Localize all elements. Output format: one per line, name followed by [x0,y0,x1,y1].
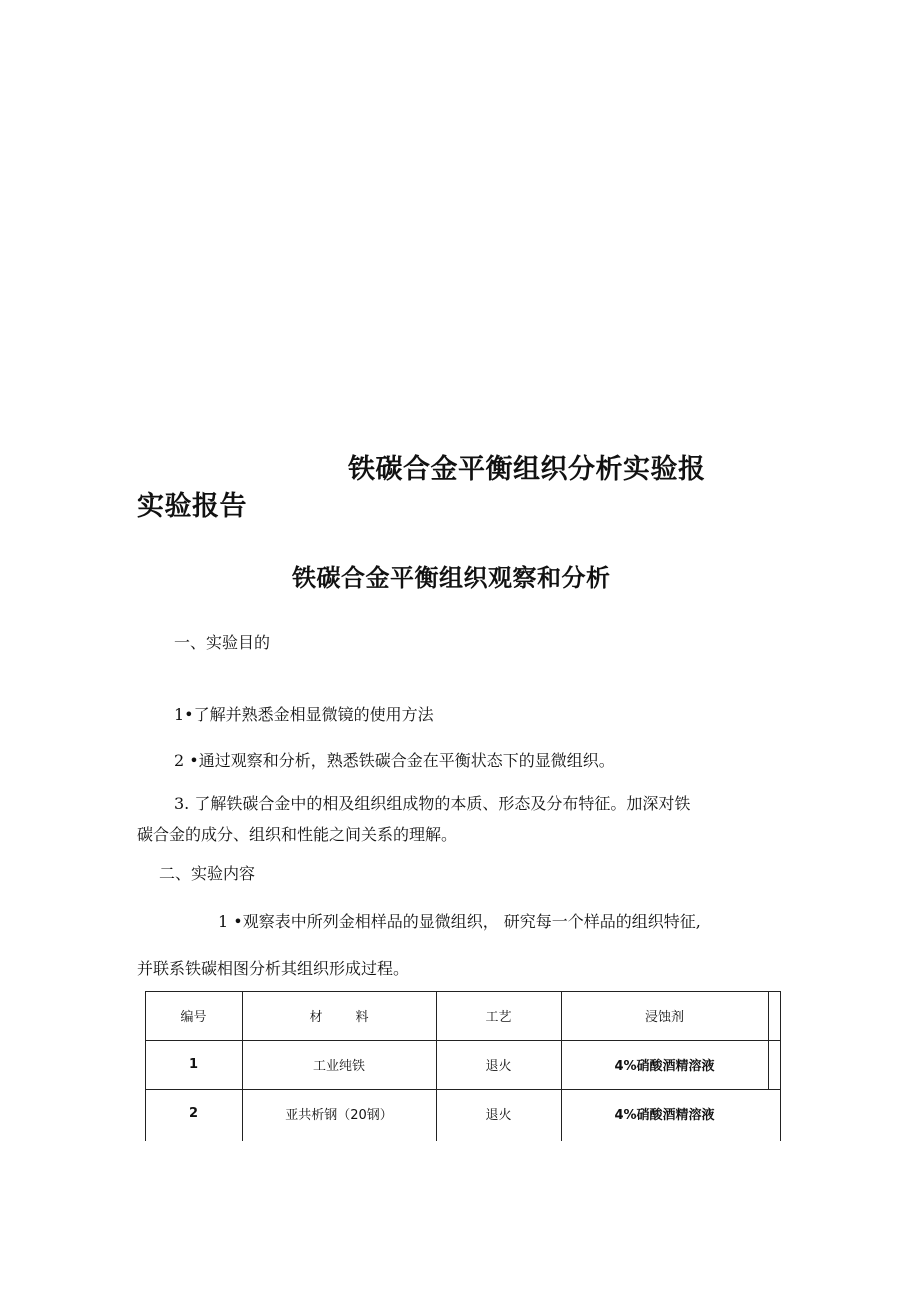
cell-number: 2 [188,1106,199,1121]
header-number: 编号 [180,1010,207,1025]
section-heading-objectives: 一、实验目的 [174,633,271,652]
objective-item-3: 3. 了解铁碳合金中的相及组织组成物的本质、形态及分布特征。加深对铁 [174,794,691,813]
document-title-continued: 实验报告 [137,491,247,522]
header-material: 材 料 [309,1010,369,1025]
section-heading-content: 二、实验内容 [159,864,256,883]
cell-number: 1 [188,1057,199,1072]
document-title: 铁碳合金平衡组织分析实验报 [348,454,706,485]
content-paragraph: 1 •观察表中所列金相样品的显微组织， 研究每一个样品的组织特征, [218,912,701,931]
document-subtitle: 铁碳合金平衡组织观察和分析 [292,564,611,592]
content-paragraph-continued: 并联系铁碳相图分析其组织形成过程。 [137,959,410,978]
cell-etchant: 4%硝酸酒精溶液 [614,1059,715,1074]
header-etchant: 浸蚀剂 [644,1010,684,1025]
header-process: 工艺 [485,1010,512,1025]
table-row [145,1040,781,1089]
objective-item-3-continued: 碳合金的成分、组织和性能之间关系的理解。 [137,825,458,844]
cell-material: 亚共析钢（20钢） [285,1108,393,1123]
objective-item-2: 2 •通过观察和分析，熟悉铁碳合金在平衡状态下的显微组织。 [174,751,615,770]
table-header-row [145,991,781,1040]
table-row [145,1089,781,1138]
cell-material: 工业纯铁 [312,1059,365,1074]
cell-process: 退火 [485,1059,512,1074]
cell-process: 退火 [485,1108,512,1123]
objective-item-1: 1•了解并熟悉金相显微镜的使用方法 [174,705,434,724]
cell-etchant: 4%硝酸酒精溶液 [614,1108,715,1123]
samples-table [145,991,781,1141]
